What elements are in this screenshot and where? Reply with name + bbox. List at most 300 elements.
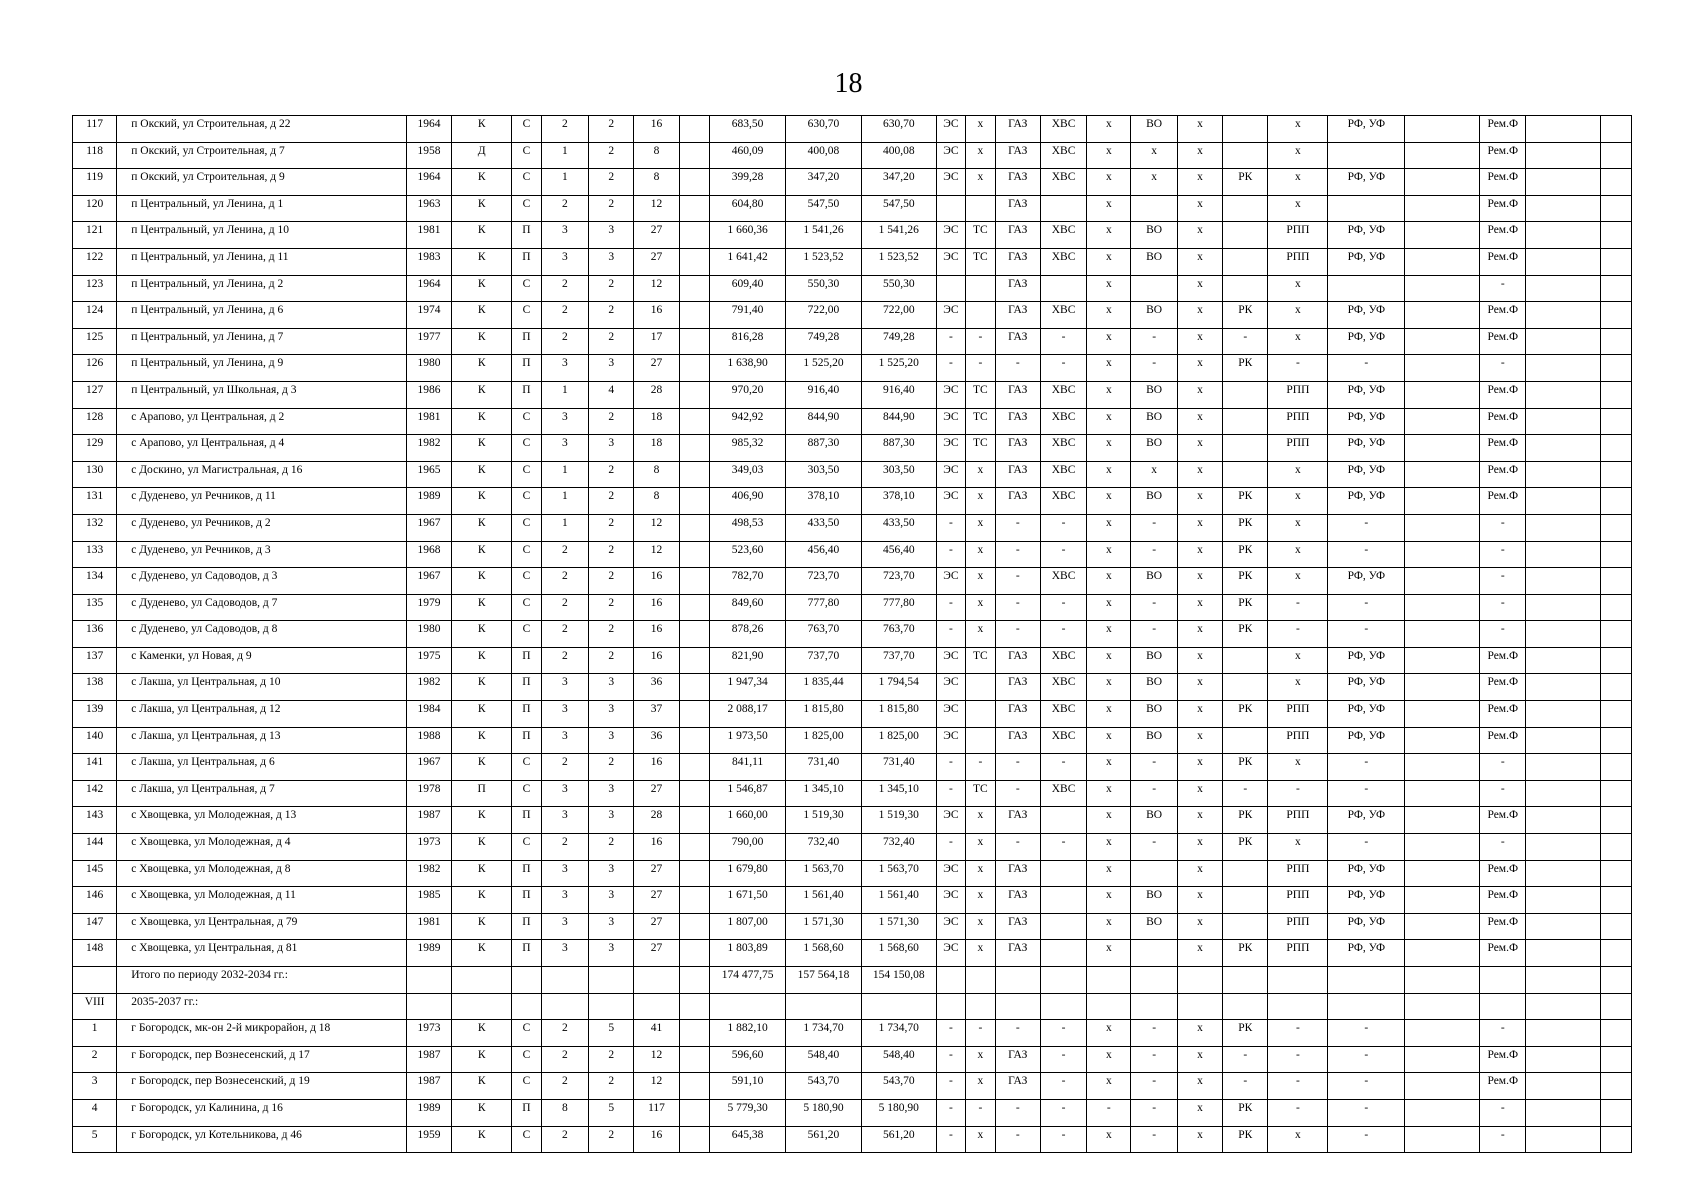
table-cell: 456,40: [861, 541, 936, 568]
table-cell: х: [966, 142, 995, 169]
table-cell: 1987: [406, 807, 451, 834]
table-cell: 2: [541, 1073, 588, 1100]
table-cell: К: [452, 1046, 512, 1073]
table-cell: ВО: [1131, 807, 1177, 834]
table-cell: [1405, 328, 1480, 355]
table-cell: С: [512, 621, 541, 648]
table-cell: -: [1328, 1099, 1405, 1126]
table-cell: 4: [589, 381, 634, 408]
table-cell: х: [1177, 461, 1222, 488]
table-cell: -: [1268, 780, 1328, 807]
table-cell: 1967: [406, 754, 451, 781]
table-cell: ГАЗ: [995, 116, 1040, 143]
table-cell: РК: [1223, 514, 1268, 541]
table-cell: [1223, 195, 1268, 222]
table-cell: ХВС: [1040, 435, 1086, 462]
table-cell: -: [1131, 594, 1177, 621]
table-cell: х: [1087, 514, 1131, 541]
table-cell: С: [512, 1046, 541, 1073]
address-cell: с Хвощевка, ул Центральная, д 81: [117, 940, 407, 967]
table-cell: 1985: [406, 887, 451, 914]
table-cell: 135: [73, 594, 117, 621]
table-cell: 3: [589, 701, 634, 728]
table-cell: [679, 993, 710, 1020]
table-cell: [1405, 647, 1480, 674]
table-cell: [966, 993, 995, 1020]
table-cell: [1526, 541, 1601, 568]
table-cell: [1601, 940, 1632, 967]
table-cell: 2: [541, 302, 588, 329]
table-cell: [1328, 195, 1405, 222]
table-cell: [1405, 355, 1480, 382]
table-cell: 1988: [406, 727, 451, 754]
address-cell: 2035-2037 гг.:: [117, 993, 407, 1020]
table-cell: П: [512, 727, 541, 754]
table-cell: РК: [1223, 488, 1268, 515]
table-cell: х: [1177, 807, 1222, 834]
table-cell: [1526, 647, 1601, 674]
table-cell: [1601, 355, 1632, 382]
table-cell: 985,32: [710, 435, 786, 462]
table-cell: х: [1087, 621, 1131, 648]
table-cell: х: [1268, 541, 1328, 568]
table-cell: [1223, 967, 1268, 994]
table-cell: -: [1480, 754, 1526, 781]
table-cell: 3: [541, 727, 588, 754]
table-cell: 543,70: [861, 1073, 936, 1100]
table-cell: ХВС: [1040, 248, 1086, 275]
table-cell: ГАЗ: [995, 860, 1040, 887]
table-cell: [1405, 514, 1480, 541]
table-cell: ТС: [966, 435, 995, 462]
table-cell: 1 523,52: [786, 248, 862, 275]
table-cell: К: [452, 461, 512, 488]
table-cell: К: [452, 116, 512, 143]
table-cell: VIII: [73, 993, 117, 1020]
table-cell: РК: [1223, 701, 1268, 728]
table-cell: Рем.Ф: [1480, 860, 1526, 887]
table-cell: Рем.Ф: [1480, 940, 1526, 967]
table-row: [73, 514, 1632, 541]
table-cell: [679, 514, 710, 541]
table-cell: РФ, УФ: [1328, 302, 1405, 329]
address-cell: п Окский, ул Строительная, д 22: [117, 116, 407, 143]
table-cell: [1601, 967, 1632, 994]
table-cell: [679, 1073, 710, 1100]
table-cell: [710, 993, 786, 1020]
table-cell: [1131, 275, 1177, 302]
table-cell: К: [452, 328, 512, 355]
table-cell: РПП: [1268, 381, 1328, 408]
table-row: [73, 1020, 1632, 1047]
table-cell: [1328, 993, 1405, 1020]
table-cell: 28: [634, 381, 679, 408]
table-cell: -: [1040, 621, 1086, 648]
address-cell: с Хвощевка, ул Молодежная, д 4: [117, 834, 407, 861]
table-cell: ВО: [1131, 408, 1177, 435]
table-cell: ЭС: [936, 860, 965, 887]
table-cell: 16: [634, 621, 679, 648]
table-cell: [1526, 222, 1601, 249]
table-cell: [1601, 1073, 1632, 1100]
table-cell: 12: [634, 275, 679, 302]
table-cell: 1 571,30: [861, 913, 936, 940]
table-cell: 130: [73, 461, 117, 488]
table-cell: [1526, 142, 1601, 169]
table-cell: 1 345,10: [786, 780, 862, 807]
table-cell: П: [512, 913, 541, 940]
table-cell: РФ, УФ: [1328, 461, 1405, 488]
table-cell: К: [452, 834, 512, 861]
table-cell: [1601, 913, 1632, 940]
table-cell: ГАЗ: [995, 222, 1040, 249]
table-cell: х: [1087, 1046, 1131, 1073]
table-cell: х: [1177, 222, 1222, 249]
table-row: [73, 993, 1632, 1020]
table-cell: -: [995, 834, 1040, 861]
table-cell: РФ, УФ: [1328, 647, 1405, 674]
table-cell: 1: [541, 461, 588, 488]
table-cell: 3: [589, 222, 634, 249]
table-cell: -: [1328, 541, 1405, 568]
table-cell: [1223, 275, 1268, 302]
table-cell: 138: [73, 674, 117, 701]
table-cell: П: [512, 940, 541, 967]
table-cell: х: [1268, 754, 1328, 781]
table-cell: ЭС: [936, 435, 965, 462]
table-cell: -: [966, 1020, 995, 1047]
table-cell: 400,08: [786, 142, 862, 169]
table-cell: 1 523,52: [861, 248, 936, 275]
address-cell: с Лакша, ул Центральная, д 7: [117, 780, 407, 807]
table-cell: 5: [589, 1020, 634, 1047]
table-cell: 1 568,60: [786, 940, 862, 967]
table-cell: -: [1480, 541, 1526, 568]
table-cell: [1328, 275, 1405, 302]
table-cell: х: [1177, 754, 1222, 781]
table-cell: [966, 302, 995, 329]
table-cell: 547,50: [861, 195, 936, 222]
table-cell: 406,90: [710, 488, 786, 515]
table-cell: -: [936, 754, 965, 781]
table-row: [73, 461, 1632, 488]
table-cell: ВО: [1131, 674, 1177, 701]
table-cell: П: [512, 355, 541, 382]
table-cell: 2: [589, 1046, 634, 1073]
table-cell: К: [452, 807, 512, 834]
table-cell: С: [512, 461, 541, 488]
table-cell: -: [1131, 1020, 1177, 1047]
table-row: [73, 967, 1632, 994]
table-cell: К: [452, 488, 512, 515]
table-cell: С: [512, 568, 541, 595]
address-cell: с Хвощевка, ул Центральная, д 79: [117, 913, 407, 940]
table-cell: [1405, 754, 1480, 781]
table-cell: РПП: [1268, 701, 1328, 728]
table-cell: х: [966, 1073, 995, 1100]
table-cell: -: [1131, 328, 1177, 355]
table-cell: ЭС: [936, 488, 965, 515]
table-cell: ХВС: [1040, 701, 1086, 728]
table-cell: -: [1087, 1099, 1131, 1126]
table-cell: ХВС: [1040, 461, 1086, 488]
table-cell: К: [452, 1020, 512, 1047]
table-row: [73, 408, 1632, 435]
table-cell: 2: [589, 621, 634, 648]
table-cell: [1405, 142, 1480, 169]
table-cell: 378,10: [786, 488, 862, 515]
address-cell: п Центральный, ул Ленина, д 9: [117, 355, 407, 382]
page-number: 18: [834, 68, 863, 99]
table-cell: [679, 169, 710, 196]
table-cell: х: [1177, 1099, 1222, 1126]
table-cell: 591,10: [710, 1073, 786, 1100]
table-cell: 122: [73, 248, 117, 275]
table-cell: х: [966, 461, 995, 488]
table-cell: 2: [589, 142, 634, 169]
table-cell: РК: [1223, 355, 1268, 382]
table-cell: К: [452, 408, 512, 435]
table-cell: 1 947,34: [710, 674, 786, 701]
table-row: [73, 621, 1632, 648]
table-cell: -: [936, 1126, 965, 1153]
table-cell: 749,28: [861, 328, 936, 355]
table-cell: 120: [73, 195, 117, 222]
table-cell: [966, 195, 995, 222]
table-cell: 841,11: [710, 754, 786, 781]
table-cell: 561,20: [786, 1126, 862, 1153]
table-cell: [966, 674, 995, 701]
table-cell: х: [1087, 195, 1131, 222]
table-cell: РПП: [1268, 727, 1328, 754]
table-cell: К: [452, 594, 512, 621]
table-cell: [1131, 967, 1177, 994]
table-cell: РК: [1223, 568, 1268, 595]
table-cell: 1 541,26: [786, 222, 862, 249]
table-cell: 2: [541, 1020, 588, 1047]
table-cell: х: [1087, 674, 1131, 701]
table-cell: Рем.Ф: [1480, 488, 1526, 515]
table-cell: П: [512, 701, 541, 728]
table-cell: х: [1087, 568, 1131, 595]
table-cell: 16: [634, 834, 679, 861]
table-cell: -: [995, 594, 1040, 621]
table-cell: 1989: [406, 1099, 451, 1126]
table-cell: [1405, 860, 1480, 887]
table-cell: 2: [589, 408, 634, 435]
table-cell: [1601, 727, 1632, 754]
table-cell: 12: [634, 541, 679, 568]
table-cell: [786, 993, 862, 1020]
table-cell: -: [995, 514, 1040, 541]
table-cell: х: [1268, 488, 1328, 515]
table-cell: 1968: [406, 541, 451, 568]
table-cell: 3: [541, 435, 588, 462]
table-cell: 8: [634, 169, 679, 196]
table-cell: 1 641,42: [710, 248, 786, 275]
address-cell: с Дуденево, ул Речников, д 2: [117, 514, 407, 541]
table-cell: [1268, 967, 1328, 994]
table-cell: х: [1268, 834, 1328, 861]
table-cell: [73, 967, 117, 994]
table-cell: х: [966, 169, 995, 196]
table-cell: ГАЗ: [995, 913, 1040, 940]
table-cell: 41: [634, 1020, 679, 1047]
table-cell: -: [936, 1046, 965, 1073]
table-cell: х: [1177, 780, 1222, 807]
table-cell: х: [1087, 435, 1131, 462]
table-cell: [1601, 541, 1632, 568]
table-cell: 1 815,80: [861, 701, 936, 728]
table-cell: [1601, 1126, 1632, 1153]
table-cell: [679, 408, 710, 435]
table-cell: 8: [634, 142, 679, 169]
table-cell: х: [966, 594, 995, 621]
table-cell: [1526, 355, 1601, 382]
table-cell: х: [1177, 1020, 1222, 1047]
table-cell: 16: [634, 302, 679, 329]
table-cell: ХВС: [1040, 302, 1086, 329]
table-cell: х: [1087, 594, 1131, 621]
table-cell: [1526, 1073, 1601, 1100]
table-cell: [1526, 940, 1601, 967]
table-cell: ВО: [1131, 568, 1177, 595]
table-cell: -: [1480, 621, 1526, 648]
table-row: [73, 1046, 1632, 1073]
table-cell: [452, 993, 512, 1020]
table-cell: 2: [589, 754, 634, 781]
table-cell: -: [995, 1126, 1040, 1153]
table-cell: 1964: [406, 116, 451, 143]
table-cell: [1040, 195, 1086, 222]
table-cell: х: [1177, 302, 1222, 329]
table-cell: 2: [589, 1073, 634, 1100]
table-cell: П: [512, 328, 541, 355]
table-cell: [679, 381, 710, 408]
table-cell: х: [966, 913, 995, 940]
table-cell: [406, 993, 451, 1020]
table-cell: 2: [589, 328, 634, 355]
table-cell: 1965: [406, 461, 451, 488]
table-cell: [1480, 967, 1526, 994]
table-cell: [1526, 1099, 1601, 1126]
table-cell: 144: [73, 834, 117, 861]
table-cell: [1601, 302, 1632, 329]
table-cell: [679, 727, 710, 754]
address-cell: с Дуденево, ул Садоводов, д 3: [117, 568, 407, 595]
table-cell: 1: [541, 514, 588, 541]
table-cell: х: [1268, 275, 1328, 302]
table-cell: [1526, 514, 1601, 541]
table-cell: -: [1328, 780, 1405, 807]
address-cell: г Богородск, пер Вознесенский, д 17: [117, 1046, 407, 1073]
address-cell: п Центральный, ул Ленина, д 6: [117, 302, 407, 329]
table-cell: РПП: [1268, 435, 1328, 462]
table-cell: 550,30: [786, 275, 862, 302]
table-cell: 732,40: [786, 834, 862, 861]
table-cell: 1: [541, 381, 588, 408]
table-cell: [1405, 568, 1480, 595]
table-cell: РФ, УФ: [1328, 328, 1405, 355]
table-cell: [1405, 116, 1480, 143]
table-cell: 3: [541, 780, 588, 807]
table-row: [73, 1073, 1632, 1100]
table-row: [73, 568, 1632, 595]
address-cell: с Каменки, ул Новая, д 9: [117, 647, 407, 674]
table-cell: Рем.Ф: [1480, 1046, 1526, 1073]
table-cell: 3: [541, 408, 588, 435]
table-cell: -: [936, 1020, 965, 1047]
table-cell: [1328, 142, 1405, 169]
address-cell: с Лакша, ул Центральная, д 10: [117, 674, 407, 701]
table-cell: К: [452, 913, 512, 940]
table-cell: 1983: [406, 248, 451, 275]
table-cell: [1223, 727, 1268, 754]
table-cell: 16: [634, 754, 679, 781]
table-cell: -: [1040, 514, 1086, 541]
table-cell: 1981: [406, 222, 451, 249]
table-cell: [1223, 408, 1268, 435]
table-cell: 1 541,26: [861, 222, 936, 249]
table-cell: 17: [634, 328, 679, 355]
table-cell: 2: [589, 594, 634, 621]
table-cell: 523,60: [710, 541, 786, 568]
table-cell: П: [512, 887, 541, 914]
table-cell: ЭС: [936, 647, 965, 674]
table-cell: -: [1328, 1073, 1405, 1100]
table-cell: П: [512, 381, 541, 408]
address-cell: п Центральный, ул Ленина, д 10: [117, 222, 407, 249]
table-cell: 157 564,18: [786, 967, 862, 994]
table-cell: [1526, 568, 1601, 595]
table-cell: 1 825,00: [861, 727, 936, 754]
table-row: [73, 807, 1632, 834]
table-row: [73, 355, 1632, 382]
table-cell: [1601, 435, 1632, 462]
table-cell: ТС: [966, 647, 995, 674]
table-cell: -: [1131, 754, 1177, 781]
table-cell: 139: [73, 701, 117, 728]
table-cell: 118: [73, 142, 117, 169]
table-cell: 630,70: [861, 116, 936, 143]
table-cell: [1405, 435, 1480, 462]
table-cell: х: [966, 807, 995, 834]
table-cell: 121: [73, 222, 117, 249]
table-cell: К: [452, 727, 512, 754]
table-cell: Д: [452, 142, 512, 169]
address-cell: с Арапово, ул Центральная, д 2: [117, 408, 407, 435]
table-cell: х: [1268, 514, 1328, 541]
table-cell: -: [1040, 541, 1086, 568]
table-cell: К: [452, 754, 512, 781]
table-cell: П: [512, 222, 541, 249]
table-cell: Рем.Ф: [1480, 913, 1526, 940]
table-cell: 12: [634, 195, 679, 222]
table-cell: 1989: [406, 940, 451, 967]
table-cell: -: [1480, 568, 1526, 595]
table-cell: [1405, 594, 1480, 621]
table-cell: 2: [589, 169, 634, 196]
table-cell: [1526, 860, 1601, 887]
table-cell: С: [512, 302, 541, 329]
table-cell: -: [1223, 328, 1268, 355]
table-cell: х: [1268, 195, 1328, 222]
table-cell: РФ, УФ: [1328, 408, 1405, 435]
table-cell: 3: [541, 807, 588, 834]
table-cell: ЭС: [936, 408, 965, 435]
table-cell: П: [452, 780, 512, 807]
table-cell: 1980: [406, 621, 451, 648]
